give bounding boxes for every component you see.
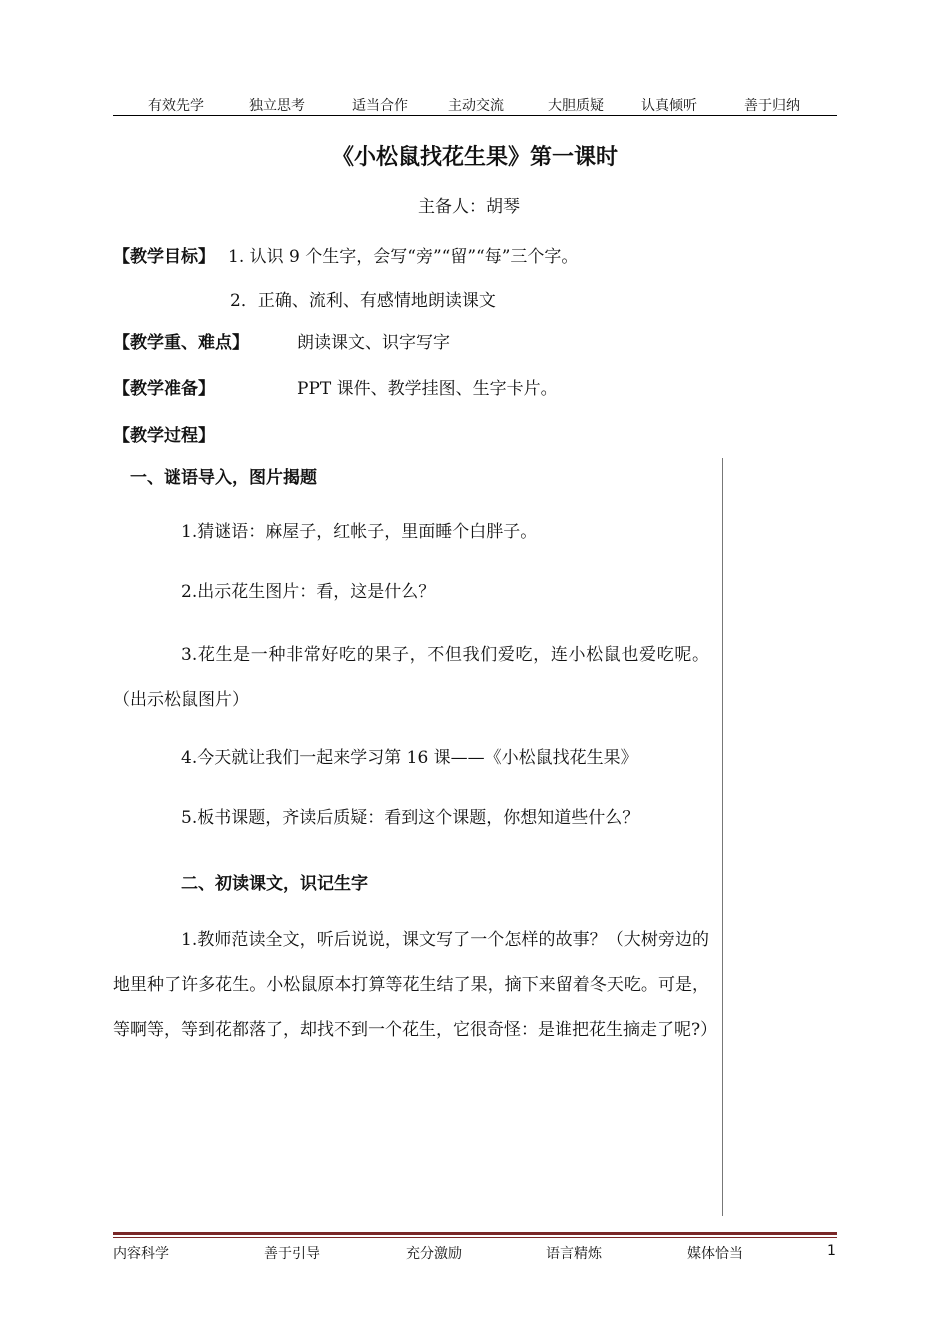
section-1-step-4: 4.今天就让我们一起来学习第 16 课——《小松鼠找花生果》 — [181, 748, 638, 768]
footer-rule-thick — [113, 1232, 837, 1235]
section-1-step-1: 1.猜谜语：麻屋子，红帐子，里面睡个白胖子。 — [181, 522, 538, 542]
section-2-heading: 二、初读课文，识记生字 — [181, 874, 368, 894]
process-label: 【教学过程】 — [113, 426, 215, 446]
section-1-step-5: 5.板书课题，齐读后质疑：看到这个课题，你想知道些什么？ — [181, 808, 640, 828]
footer-motto-5: 媒体恰当 — [687, 1246, 743, 1262]
header-rule — [113, 115, 837, 116]
header-motto-1: 有效先学 — [148, 98, 204, 114]
header-motto-5: 大胆质疑 — [548, 98, 604, 114]
preparation-label: 【教学准备】 — [113, 379, 215, 399]
page-title: 《小松鼠找花生果》第一课时 — [331, 145, 618, 170]
objective-item-1: 1. 认识 9 个生字，会写“旁”“留”“每”三个字。 — [228, 247, 579, 267]
header-motto-4: 主动交流 — [448, 98, 504, 114]
section-1-step-2: 2.出示花生图片：看，这是什么？ — [181, 582, 436, 602]
author-line: 主备人：胡琴 — [418, 197, 520, 217]
footer-motto-2: 善于引导 — [264, 1246, 320, 1262]
preparation-text: PPT 课件、教学挂图、生字卡片。 — [297, 379, 558, 399]
footer-motto-1: 内容科学 — [113, 1246, 169, 1262]
objectives-label: 【教学目标】 — [113, 247, 215, 267]
header-motto-2: 独立思考 — [249, 98, 305, 114]
section-1-heading: 一、谜语导入，图片揭题 — [130, 468, 317, 488]
page-number: 1 — [827, 1243, 836, 1259]
header-motto-6: 认真倾听 — [641, 98, 697, 114]
header-motto-3: 适当合作 — [352, 98, 408, 114]
footer-motto-3: 充分激励 — [406, 1246, 462, 1262]
header-motto-7: 善于归纳 — [744, 98, 800, 114]
section-2-step-1: 1.教师范读全文，听后说说，课文写了一个怎样的故事？（大树旁边的地里种了许多花生。小松鼠原本打算等花生结了果，摘下来留着冬天吃。可是，等啊等，等到花都落了，却找不到一个花生，它很奇怪：是谁把花生摘走了呢?） — [113, 930, 718, 1040]
footer-rule-thin — [113, 1237, 837, 1238]
key-points-text: 朗读课文、识字写字 — [297, 333, 450, 353]
footer-motto-4: 语言精炼 — [546, 1246, 602, 1262]
key-points-label: 【教学重、难点】 — [113, 333, 249, 353]
objective-item-2: 2．正确、流利、有感情地朗读课文 — [230, 291, 496, 311]
margin-divider — [722, 458, 723, 1216]
section-1-step-3: 3.花生是一种非常好吃的果子，不但我们爱吃，连小松鼠也爱吃呢。（出示松鼠图片） — [113, 645, 709, 710]
